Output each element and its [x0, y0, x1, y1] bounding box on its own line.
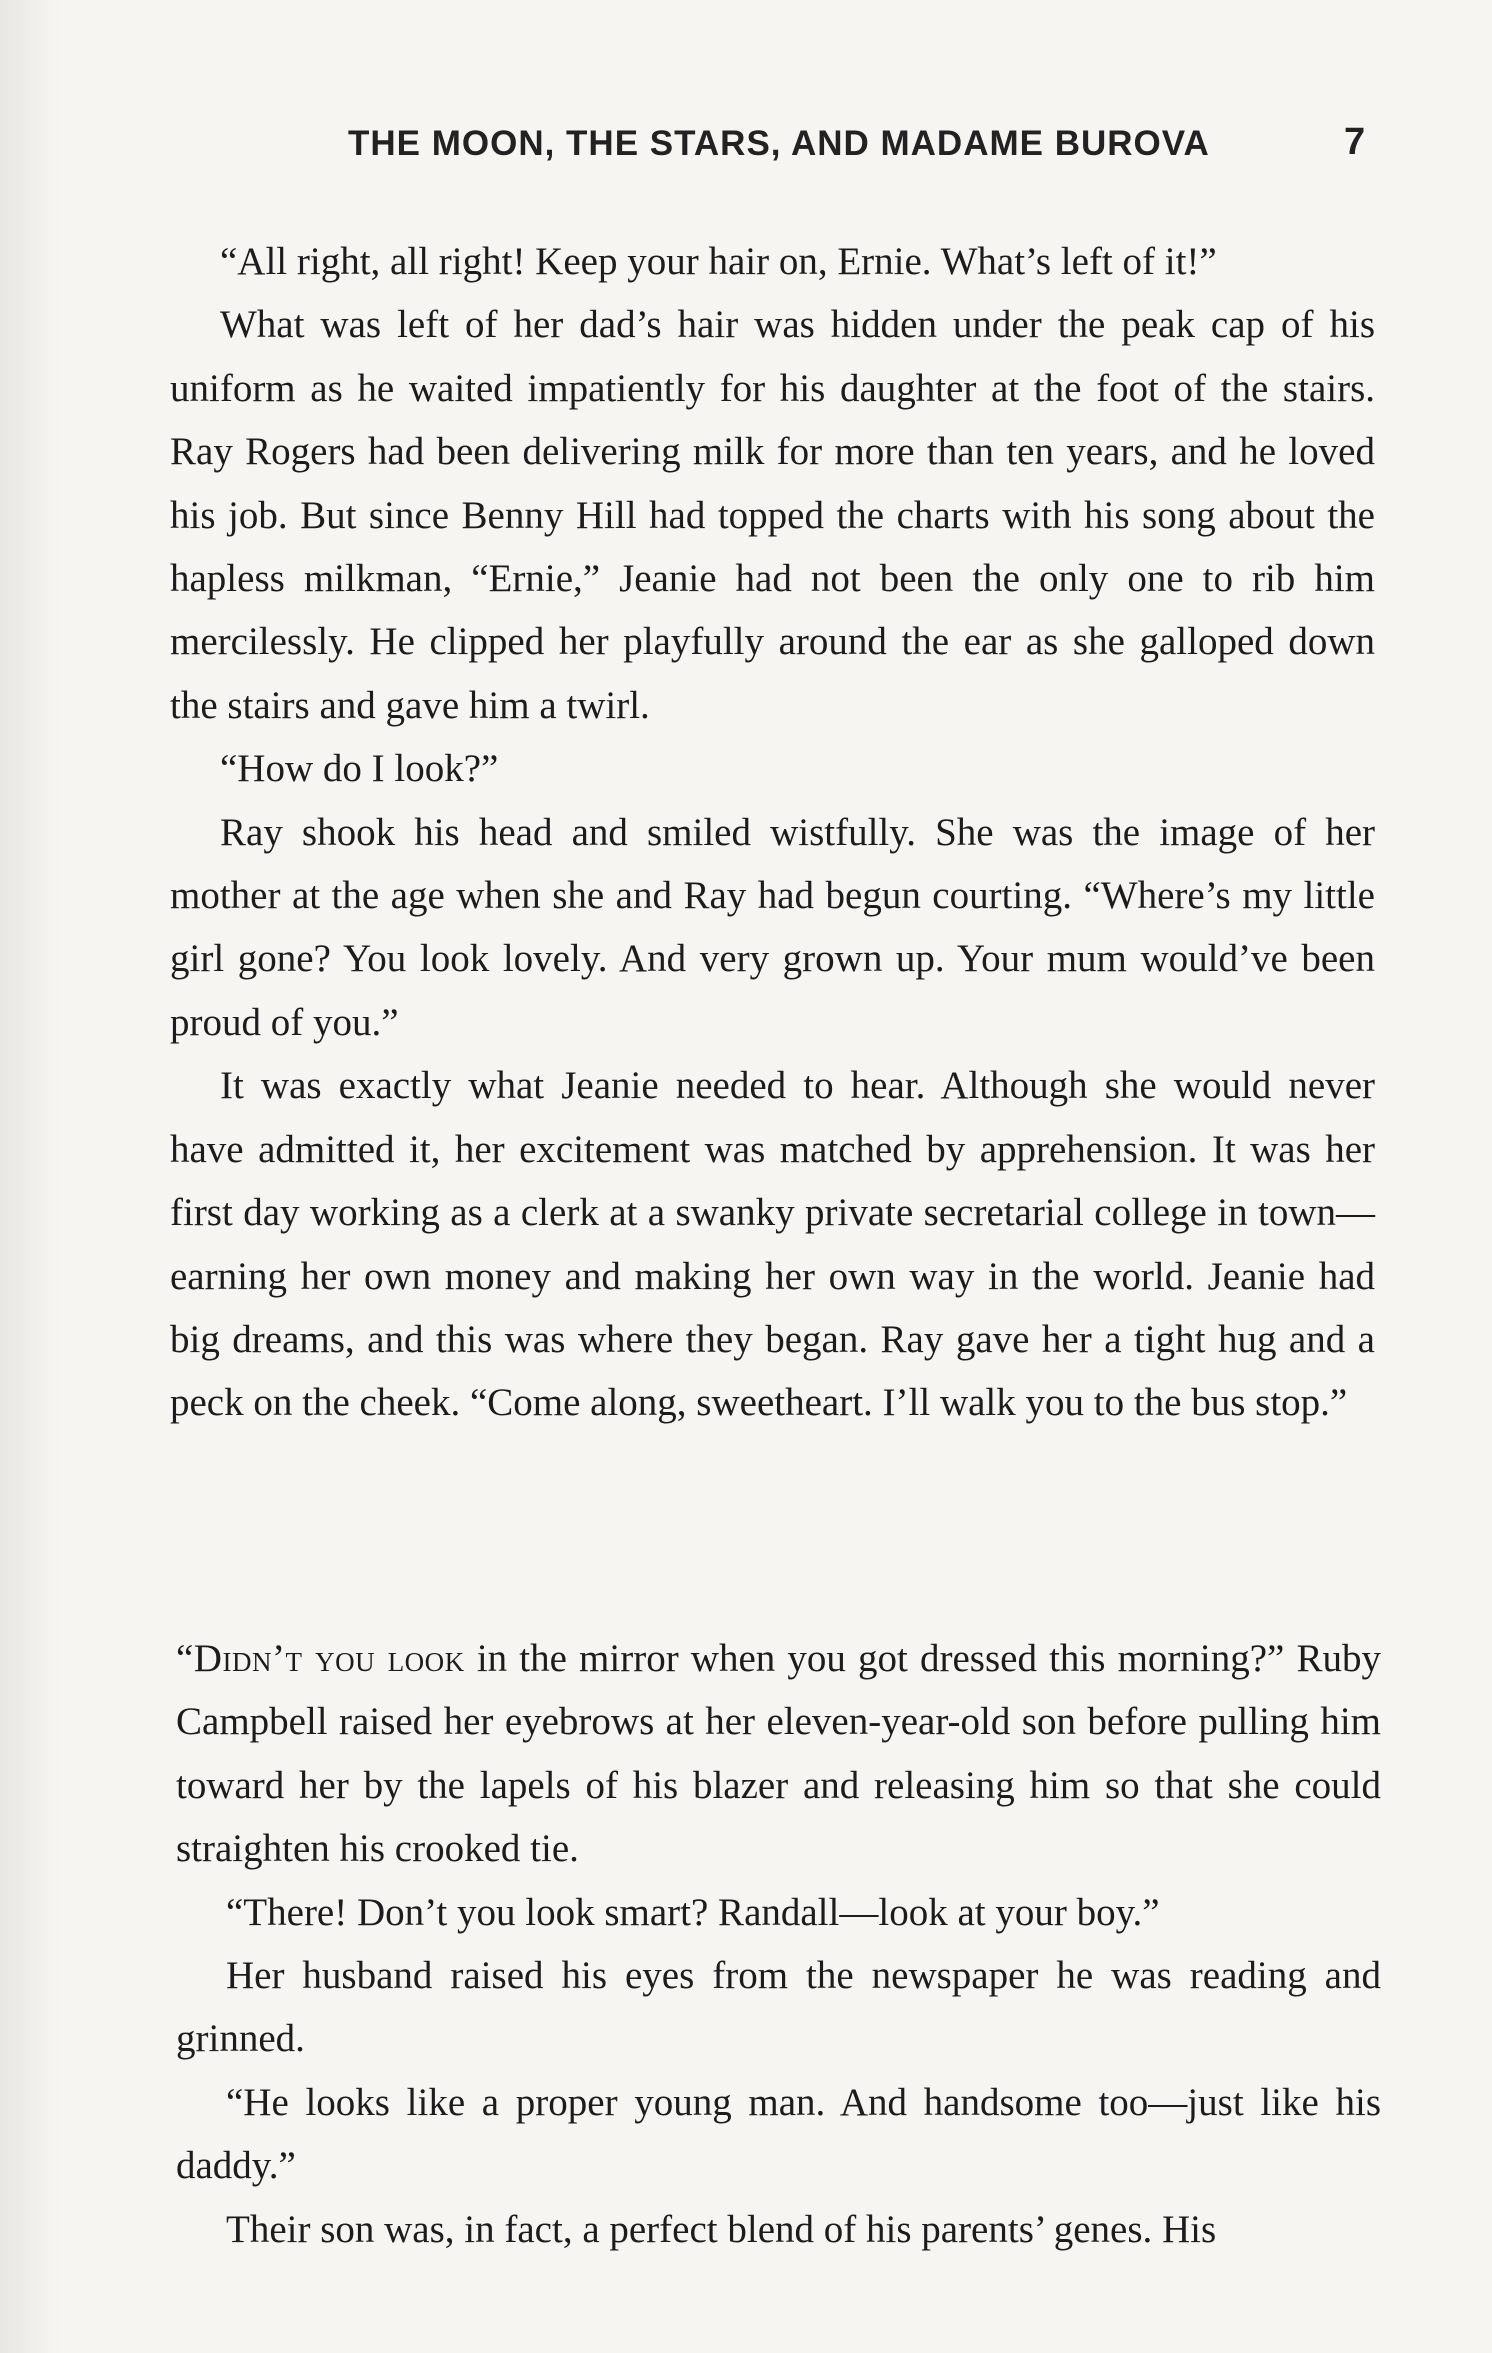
paragraph: Their son was, in fact, a perfect blend of his parents’ genes. His — [226, 2207, 1217, 2251]
paragraph: Her husband raised his eyes from the newspaper he was reading and grinned. — [176, 1954, 1381, 2061]
paragraph: “All right, all right! Keep your hair on, Ernie. What’s left of it!” — [220, 240, 1217, 283]
paragraph: Ray shook his head and smiled wistfully. She was the image of her mother at the age when she and Ray had begun courting. “Where’s my little girl gone? You look lovely. And very grown up. Your mum would’ve been proud of you.” — [170, 810, 1375, 1044]
page-number: 7 — [1344, 121, 1366, 163]
paragraph: It was exactly what Jeanie needed to hear. Although she would never have admitted it, her excitement was matched by apprehension. It was her first day working as a clerk at a swanky private secretarial college in town—earning her own money and making her own way in the world. Jeanie had big dreams, and this was where they began. Ray gave her a tight hug and a peck on the cheek. “Come along, sweetheart. I’ll walk you to the bus stop.” — [170, 1064, 1375, 1425]
section-two — [176, 1627, 1381, 2261]
section-opening-paragraph — [176, 1627, 1381, 1881]
running-head-title: THE MOON, THE STARS, AND MADAME BUROVA — [348, 124, 1210, 163]
gutter-shadow — [0, 0, 60, 2353]
section-one — [170, 230, 1375, 1435]
paragraph: “How do I look?” — [220, 747, 499, 791]
small-caps-lead-in: “Didn’t you look — [176, 1637, 465, 1680]
paragraph: What was left of her dad’s hair was hidden under the peak cap of his uniform as he waited impatiently for his daughter at the foot of the stairs. Ray Rogers had been delivering milk for more than ten years, and he loved his job. But since Benny Hill had topped the charts with his song about the hapless milkman, “Ernie,” Jeanie had not been the only one to rib him mercilessly. He clipped her playfully around the ear as she galloped down the stairs and gave him a twirl. — [170, 303, 1375, 727]
opening-paragraph-rest: in the mirror when you got dressed this morning?” Ruby Campbell raised her eyebrows at her eleven-year-old son before pulling him toward her by the lapels of his blazer and releasing him so that she could straighten his crooked tie. — [176, 1637, 1381, 1871]
paragraph: “He looks like a proper young man. And handsome too—just like his daddy.” — [176, 2080, 1381, 2188]
paragraph: “There! Don’t you look smart? Randall—look at your boy.” — [226, 1890, 1160, 1934]
